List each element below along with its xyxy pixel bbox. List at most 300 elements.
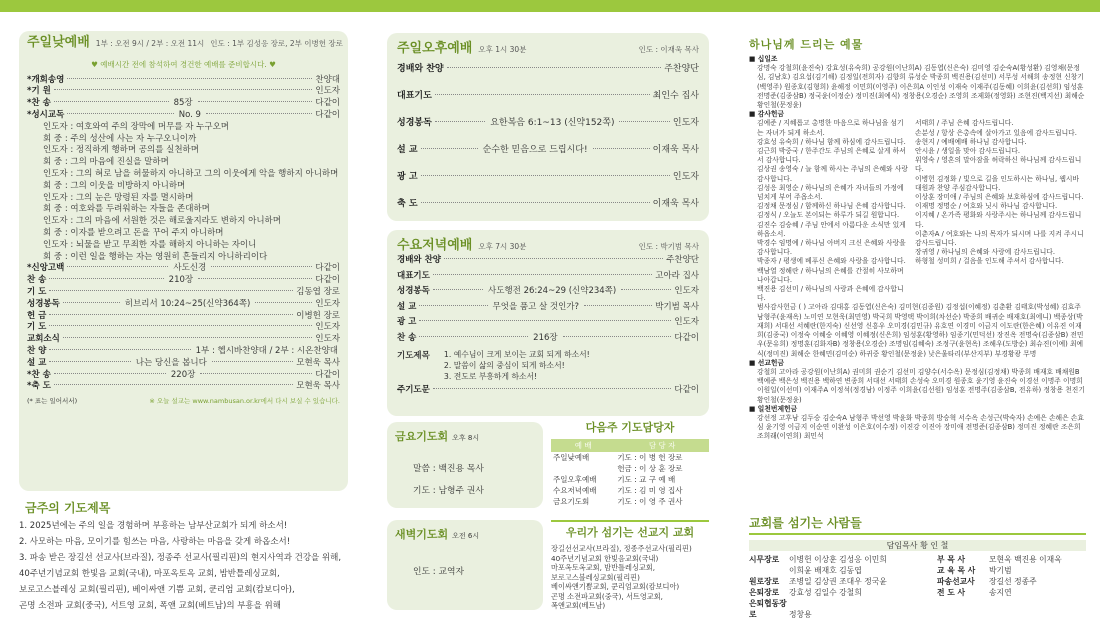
leader-dots [67,78,312,79]
order-label: 설 교 [27,357,47,368]
mission-church-line: 장길선선교사(브라질), 정종주선교사(필리핀) [551,544,692,553]
order-value: 최인수 집사 [652,91,699,101]
wednesday-prayer-list [444,349,590,382]
thanks-entry: 백남열 정해란 / 하나님의 은혜를 간절히 사모하며 나아갑니다. [757,266,904,284]
staff-list-left [749,554,937,620]
dawn-time: 오전 6시 [452,532,480,540]
next-week-prayer-duty [551,419,709,507]
mission-list [551,544,709,611]
sunday-order-bottom [27,263,340,393]
friday-time: 오후 8시 [452,434,480,442]
wednesday-leader: 인도 : 박기범 목사 [638,242,699,251]
order-label: 광 고 [397,172,418,182]
thanks-entry: 장귀영 / 하나님의 은혜와 사랑에 감사드립니다. [915,248,1056,257]
responsive-line: 회 중 : 그의 마음에 진실을 말하며 [43,157,169,168]
staff-role: 파송선교사 [937,577,975,586]
order-label: 설 교 [397,301,417,312]
order-label: 성경봉독 [397,118,432,128]
mission-offering-heading: ■ 선교헌금 [749,358,785,367]
afternoon-leader: 인도 : 이재욱 목사 [638,45,699,54]
order-row [27,86,340,98]
staff-role: 은퇴협동장로 [749,599,787,619]
order-value: 이재욱 목사 [652,199,699,209]
responsive-line: 인도자 : 그의 혀로 남을 허물하지 아니하고 그의 이웃에게 악을 행하지 아니하며 [43,168,339,179]
wednesday-prayer-item: 1. 예수님이 크게 보이는 교회 되게 하소서! [443,350,590,359]
sunday-notice: ♥ 예배시간 전에 참석하여 경건한 예배를 준비합시다. ♥ [91,59,276,69]
leader-dots [63,302,120,303]
order-value: 인도자 [674,317,699,327]
dawn-leader: 인도 : 교역자 [413,567,465,577]
thanks-entry: 백진용 김선미 / 하나님의 사랑과 은혜에 감사합니다. [757,285,904,303]
order-content: 1부 : 헵시바찬양대 / 2부 : 시온찬양대 [195,345,338,356]
responsive-reading [27,122,340,264]
staff-row [749,565,937,576]
staff-names: 장길선 정종주 [989,577,1037,586]
sunday-order-top [27,75,340,122]
order-row [397,315,699,331]
wednesday-title: 수요저녁예배 [397,238,473,253]
thanks-entry: 김정채 문정심 / 함께하신 하나님 은혜 감사합니다. [757,202,906,211]
duty-person: 기도 : 김 미 영 집사 [617,486,683,495]
order-row [27,299,340,311]
order-content: 순수한 믿음으로 드립시다! [482,145,588,155]
mission-church-line: 보로고스블레싱교회(필리핀) [551,572,640,582]
responsive-line: 인도자 : 여호와여 주의 장막에 머무를 자 누구오며 [43,121,229,132]
order-value: 인도자 [315,334,340,345]
lords-prayer-value: 다같이 [674,385,699,395]
leader-dots [49,349,190,350]
order-label: 성경봉독 [27,298,60,309]
thanks-entry: 위영숙 / 영혼의 말아잠을 허락하신 하나님께 감사드립니다. [915,156,1082,174]
order-label: *찬 송 [27,369,51,380]
prayer-item: 2. 사모하는 마음, 모이기를 힘쓰는 마음, 사랑하는 마음을 갖게 하옵소서! [19,537,291,547]
leader-dots [206,113,312,114]
order-label: *축 도 [27,381,51,392]
afternoon-title: 주일오후예배 [397,41,473,56]
leader-dots [49,361,130,362]
wednesday-prayer-item: 2. 말씀이 삶의 중심이 되게 하소서! [443,361,565,370]
leader-dots [619,121,669,122]
order-row [397,331,699,347]
order-value: 다같이 [674,332,699,343]
order-row [27,358,340,370]
order-row [27,381,340,393]
order-value: 고아라 집사 [655,270,699,281]
duty-person: 기도 : 이 병 헌 장로 [617,453,683,462]
tithe-section [749,55,1086,110]
duty-person: 기도 : 이 영 주 권사 [617,497,683,506]
staff-names: 이병헌 이상훈 김성응 이민희 [789,555,887,564]
leader-dots [54,373,166,374]
duty-row [551,452,709,463]
leader-dots [593,148,650,149]
order-label: *성시교독 [27,109,65,120]
thanks-list-right [915,119,1086,303]
order-label: 교회소식 [27,334,60,345]
order-value: 박기범 목사 [655,301,699,312]
staff-row [749,598,937,620]
mission-church-line: 베이싸앤기쁨교회, 쿤리엄교회(캄보디아) [551,582,680,591]
staff-names: 모현욱 백진용 이재욱 [989,555,1062,564]
order-label: 찬 양 [27,345,47,356]
duty-service: 금요기도회 [553,497,590,506]
thanks-entry: 김상권 송영숙 / 늘 함께 하시는 주님의 은혜와 사랑 감사합니다. [757,165,908,183]
order-content: 210장 [168,275,194,286]
order-value: 주찬양단 [666,255,699,265]
leader-dots [447,67,662,68]
order-row [27,287,340,299]
order-value: 모현욱 목사 [296,357,340,368]
duty-row [551,463,709,474]
order-row [27,334,340,346]
order-content: 히브리서 10:24~25(신약364쪽) [124,298,251,309]
offering-title: 하나님께 드리는 예물 [749,38,864,51]
prayer-item: 1. 2025년에는 주의 일을 경험하며 부흥하는 남부산교회가 되게 하소서! [19,521,288,531]
leader-dots [67,113,173,114]
staff-list-right [937,554,1086,620]
wednesday-time: 오후 7시 30분 [478,242,527,251]
order-label: 기 도 [27,286,47,297]
thanks-entry: 김성응 최영순 / 하나님의 은혜가 자녀들의 가정에 넘치게 부어 주옵소서. [757,183,904,202]
duty-table [551,439,709,507]
leader-dots [433,289,483,290]
staff-role: 시무장로 [749,555,780,564]
order-content: 216장 [533,332,558,343]
prayer-item: 3. 파송 받은 장길선 선교사(브라질), 정종주 선교사(필리핀)의 현지사역과 건강을 위해, [19,553,342,563]
order-row [397,83,699,110]
lords-prayer-row [397,382,699,398]
staff-role: 부 목 사 [937,555,966,564]
leader-dots [67,266,168,267]
prayer-item: 40주년기념교회 한빛음 교회(국내), 마포옥토옥 교회, 밤반틀레싱교회, [19,569,280,579]
duty-service [551,463,615,474]
order-row [27,346,340,358]
thanks-entry: 송현지 / 예배예배 하나님 감사합니다. [915,137,1027,146]
order-label: 성경봉독 [397,286,430,296]
leader-dots [419,320,671,321]
order-content: 사도신경 [173,263,207,274]
staff-row [937,576,1086,587]
staff-names: 박기범 [989,566,1012,575]
order-label: *기 원 [27,86,51,97]
thanks-entry: 김정식 / 오늘도 본이되는 하루가 되길 원합니다. [757,211,900,220]
duty-row [551,496,709,507]
staff-role: 교 육 목 사 [937,566,976,575]
order-value: 김동엽 장로 [296,286,340,297]
thanks-section [749,110,1086,358]
order-label: 축 도 [397,199,418,209]
duty-service: 주일오후예배 [553,475,597,484]
staff-names: 강효성 김일수 강철희 [789,588,862,597]
leader-dots [584,305,652,306]
staff-row [749,587,937,598]
leader-dots [435,121,485,122]
friday-title: 금요기도회 [395,430,449,443]
leader-dots [255,302,312,303]
leader-dots [421,175,670,176]
staff-row [937,565,1086,576]
afternoon-order [397,56,699,218]
order-row [397,284,699,300]
duty-row [551,485,709,496]
wednesday-prayer-label: 기도제목 [397,351,430,361]
thanks-heading: ■ 감사헌금 [749,110,785,119]
staff-names: 이희윤 배재호 김동엽 [789,566,862,575]
order-row [397,253,699,269]
leader-dots [435,94,650,95]
thanks-list-left [749,119,909,303]
general-thanks-names: 범사감사헌금 ( ) 고아라 김대홍 김동엽(신은숙) 김미현(김종원) 김정섭(이혜정) 김춘환 김태호(박성혜) 김효주 남형주(윤재옥) 노미연 모현욱(최민영) 박국희 박영택 박이희(차선순) 박종희 배귀순 배재호(최에니) 백종상(박재희) 서대선 서혜란(한지숙) 신선영 신흥우 오미경(김민규) 유호연 이경미 이금지 이도란(한은혜) 이유진 이재희(김종국) 이정숙 이혜숭 이혜영 이혜정(신은희) 임성훈(황영하) 임종기(민덕선) 장진옥 전명숙(김종삼B) 전민우(문유희) 정명훈(김화자B) 정창용(오경순) 조명임(김혜숙) 조정구(윤현옥) 조해우(도방순) 최슈진(이예) 최예식(정미진) 최해순 한혜민(김미순) 하귀중 황인철(문정윤) 낮은울타리(부산지부) 부경황광 무명 [757,303,1084,358]
relief-offering-names: 강선정 고후남 김두승 김순숙A 남형주 박선영 박윤화 박종희 방승혁 서수옥 손성근(박숙자) 손예은 손해은 손효심 윤기영 이금지 이순연 이완성 이은호(이수정) 이진강 이진아 장미애 전명준(김종삼B) 정미진 정혜란 조은희 조희래(이연희) 최민석 [757,413,1084,441]
leader-dots [49,278,163,279]
order-row [397,300,699,316]
dawn-title: 새벽기도회 [395,528,449,541]
leader-dots [444,258,663,259]
sunday-column [19,31,348,614]
top-accent-bar [0,0,1100,12]
thanks-entry: 김진수 김승혜 / 주님 안에서 아름다운 소식만 있게 하옵소서. [757,220,906,238]
duty-header-person: 담 당 자 [615,439,709,452]
relief-offering-heading: ■ 일천번제헌금 [749,404,798,413]
responsive-line: 회 중 : 그의 이웃을 비방하지 아니하며 [43,180,186,191]
sunday-service-panel [19,31,348,491]
order-value: 다같이 [315,275,340,286]
offering-column [749,36,1086,442]
mission-offering-names: 강철희 고아라 공강원(이난희A) 권미희 권순기 김선미 김양수(서수옥) 문정심(김정채) 박종희 배재호 배채원B 백예준 백은성 백진용 백하연 변종희 서대선 서태희 손성숙 오미경 원종호 윤기영 윤진숙 이경선 이명주 이명희 이원일(이선미) 이재주A 이정석(정경남) 이정주 이희윤(김선원) 임성훈 전명주(김종삼B, 전유하) 정창용 천진기 황인철(문정윤) [757,367,1085,404]
order-label: 설 교 [397,145,418,155]
tithe-names: 강명숙 강철희(윤진숙) 강효성(유숙희) 공강원(이난희A) 김동엽(신은숙) 김미영 김순숙A(황성환) 김영채(문정심, 김남호) 김요섭(김기해) 김정일(전희자) 김향희 류성순 박종희 백진용(김선미) 서무성 서해희 송정현 신창기(백영주) 원종호(김형희) 윤해정 이민희(이영주) 이은희A 이인성 이재숙 이재주(김동혜) 이희윤(김선희) 임성훈 전명준(김종삼B) 정국윤(이정순) 정미진(최예식) 정창용(오경순) 조영희 조제화(정영화) 조현진(백지선) 최해순 황인철(문정윤) [757,64,1085,110]
order-label: 경배와 찬양 [397,64,444,74]
standing-note: (* 표는 일어서서) [27,397,78,406]
order-content: 220장 [170,369,196,380]
tithe-heading: ■ 십일조 [749,55,778,63]
leader-dots [200,373,312,374]
order-value: 인도자 [672,118,700,128]
responsive-line: 인도자 : 뇌물을 받고 무죄한 자를 해하지 아니하는 자이니 [43,239,257,250]
leader-dots [198,101,313,102]
staff-names: 조병일 김상권 조대우 정국윤 [789,577,887,586]
services-column [387,33,709,416]
leader-dots [54,101,169,102]
order-row [27,263,340,275]
order-label: 대표기도 [397,91,432,101]
duty-header-service: 예 배 [551,439,615,452]
order-row [397,191,699,218]
order-content: 무엇을 품고 살 것인가? [492,301,580,312]
staff-names: 정창용 [789,610,812,619]
thanks-entry: 이상훈 장미애 / 주님의 은혜와 보호하심에 감사드립니다. [915,193,1084,202]
staff-title: 교회를 섬기는 사람들 [749,514,1086,535]
order-value: 이병헌 장로 [296,310,340,321]
mission-title: 우리가 섬기는 선교지 교회 [551,520,709,540]
duty-service: 수요저녁예배 [553,486,597,495]
prayer-item: 곤명 소전파 교회(중국), 서트영 교회, 폭앤 교회(베트남)의 부흥을 위해 [19,601,281,611]
order-row [27,311,340,323]
thanks-entry: 이춘자A / 여호와는 나의 목자가 되시며 나를 지켜 주시니 감사드립니다. [915,229,1084,248]
order-label: 경배와 찬양 [397,255,442,265]
responsive-line: 회 중 : 이자를 받으려고 돈을 꾸어 주지 아니하며 [43,227,224,238]
order-label: 대표기도 [397,270,430,281]
mission-church-line: 마포옥토옥교회, 밤반틀레싱교회, [551,563,656,572]
responsive-line: 회 중 : 주의 성산에 사는 자 누구오니이까 [43,133,197,144]
duty-service: 주일낮예배 [553,453,590,462]
mission-churches [551,520,709,611]
order-label: *신앙고백 [27,263,65,274]
order-row [397,164,699,191]
responsive-line: 회 중 : 이런 일을 행하는 자는 영원히 흔들리지 아니하리이다 [43,251,268,262]
staff-role: 원로장로 [749,577,780,586]
leader-dots [211,266,312,267]
thanks-entry: 이병헌 김정화 / 빛으로 길을 인도하시는 하나님, 웹시바 대원과 찬양 주심감사합니다. [915,174,1080,192]
order-value: 이재욱 목사 [652,145,699,155]
thanks-entry: 박종자 / 평생에 베푸신 은혜와 사랑을 감사합니다. [757,257,906,266]
leader-dots [563,336,672,337]
leader-dots [212,361,293,362]
order-label: 광 고 [397,317,417,327]
responsive-line: 인도자 : 그의 눈은 망령된 자를 멸시하며 [43,192,194,203]
responsive-line: 인도자 : 정직하게 행하며 공의를 실천하며 [43,145,199,156]
weekly-prayer [19,500,348,614]
church-staff [749,514,1086,620]
order-value: 찬양대 [315,74,340,85]
thanks-entry: 이재명 정명순 / 여호와 닛시 하나님 감사합니다. [915,202,1058,211]
thanks-entry: 손분성 / 항상 은총속에 살아가고 있음에 감사드립니다. [915,128,1077,137]
order-label: *찬 송 [27,98,51,109]
staff-row [937,587,1086,598]
leader-dots [49,290,293,291]
order-content: 85장 [173,98,193,109]
order-value: 주찬양단 [664,64,699,74]
leader-dots [198,278,312,279]
order-value: 인도자 [315,298,341,309]
duty-row [551,474,709,485]
order-row [397,56,699,83]
order-label: 헌 금 [27,310,47,321]
next-week-title: 다음주 기도담당자 [585,421,675,434]
leader-dots [54,89,313,90]
mission-church-line: 폭앤교회(베트남) [551,601,606,610]
staff-row [937,554,1086,565]
prayer-item: 보로고스블레싱 교회(필리핀), 베이싸앤 기쁨 교회, 쿤리엄 교회(캄보디아), [19,585,295,595]
order-value: 다같이 [315,369,340,380]
order-value: 다같이 [315,263,341,274]
order-row [27,110,340,122]
sunday-footnotes [27,396,340,408]
duty-person: 헌금 : 이 상 훈 장로 [617,464,683,473]
dawn-prayer-panel [387,520,543,610]
order-value: 다같이 [315,98,340,109]
responsive-line: 회 중 : 여호와를 두려워하는 자들을 존대하며 [43,204,210,215]
mission-offering-section [749,359,1086,405]
duty-person: 기도 : 교 구 예 배 [617,475,676,484]
order-label: *개회송영 [27,74,65,85]
mission-church-line: 40주년기념교회 한빛음교회(국내) [551,553,659,563]
order-content: No. 9 [178,109,201,120]
leader-dots [419,336,528,337]
wednesday-order [397,253,699,346]
thanks-entry: 김근희 박중국 / 한주간도 주님의 은혜로 살게 하셔서 감사합니다. [757,147,906,165]
sermon-replay-note: ※ 오늘 설교는 www.nambusan.or.kr에서 다시 보실 수 있습니다. [149,397,340,406]
order-row [27,75,340,87]
wednesday-header [397,234,699,253]
thanks-entry: 하형철 성미희 / 걸음을 인도해 주셔서 감사합니다. [915,257,1064,266]
staff-row [749,576,937,587]
afternoon-time: 오후 1시 30분 [478,45,527,54]
order-value: 인도자 [315,322,340,333]
order-value: 인도자 [672,172,699,182]
leader-dots [433,274,652,275]
leader-dots [63,337,313,338]
order-label: 기 도 [27,322,47,333]
thanks-entry: 박경수 임명예 / 하나님 아버지 크신 은혜와 사랑을 감사합니다. [757,239,906,257]
order-label: 찬 송 [27,275,47,286]
mission-church-line: 곤명 소전파교회(중국), 서트영교회, [551,591,663,601]
leader-dots [433,388,672,389]
order-row [397,110,699,137]
staff-role: 은퇴장로 [749,588,780,597]
staff-names: 송지연 [989,588,1012,597]
thanks-entry: 강효성 유숙희 / 하나님 함께 하심에 감사드립니다. [757,137,906,146]
thanks-entry: 서태희 / 주님 은혜 감사드립니다. [915,119,1014,128]
leader-dots [421,202,650,203]
order-label: 찬 송 [397,332,417,343]
sunday-times: 1부 : 오전 9시 / 2부 : 오전 11시 [95,39,205,48]
order-content: 나는 당신을 봅니다 [135,357,207,368]
leader-dots [621,289,671,290]
staff-row [749,554,937,565]
thanks-entry: 김예준 / 지혜롭고 총명한 마음으로 하나님을 섬기는 자녀가 되게 하소서. [757,119,904,137]
wednesday-prayer-item: 3. 전도로 부흥하게 하소서! [443,372,538,381]
leader-dots [421,148,478,149]
wednesday-prayer [397,349,699,382]
friday-prayer-panel [387,422,543,508]
prayer-list [19,518,348,614]
friday-preacher: 말씀 : 백진용 목사 [413,464,484,474]
order-content: 사도행전 26:24~29 (신약234쪽) [488,286,617,296]
friday-prayer-leader: 기도 : 남형주 권사 [413,486,484,496]
order-row [397,137,699,164]
order-row [27,322,340,334]
order-row [27,98,340,110]
thanks-entry: 이지혜 / 온가족 평화와 사랑주시는 하나님께 감사드립니다. [915,211,1082,229]
order-content: 요한복음 6:1~13 (신약152쪽) [490,118,615,128]
relief-offering-section [749,405,1086,442]
prayer-title: 금주의 기도제목 [25,501,111,515]
sunday-header [27,35,343,50]
order-row [27,370,340,382]
sunday-title: 주일낮예배 [27,35,90,50]
order-row [397,269,699,285]
thanks-entry: 안시윤 / 생일을 맞아 감사드립니다. [915,147,1021,156]
order-value: 다같이 [315,109,341,120]
afternoon-service-panel [387,33,709,221]
senior-pastor: 담임목사 황 인 철 [749,540,1086,551]
leader-dots [49,314,293,315]
order-value: 인도자 [315,86,340,97]
sunday-leaders: 인도 : 1부 김성응 장로, 2부 이병헌 장로 [210,39,343,48]
order-row [27,275,340,287]
order-value: 모현욱 목사 [296,381,340,392]
staff-role: 전 도 사 [937,588,966,597]
afternoon-header [397,37,699,56]
leader-dots [419,305,487,306]
responsive-line: 인도자 : 그의 마음에 서원한 것은 해로울지라도 변하지 아니하며 [43,216,281,227]
order-value: 인도자 [674,286,700,296]
lords-prayer-label: 주기도문 [397,385,430,395]
leader-dots [54,384,293,385]
leader-dots [49,325,312,326]
wednesday-service-panel [387,230,709,416]
